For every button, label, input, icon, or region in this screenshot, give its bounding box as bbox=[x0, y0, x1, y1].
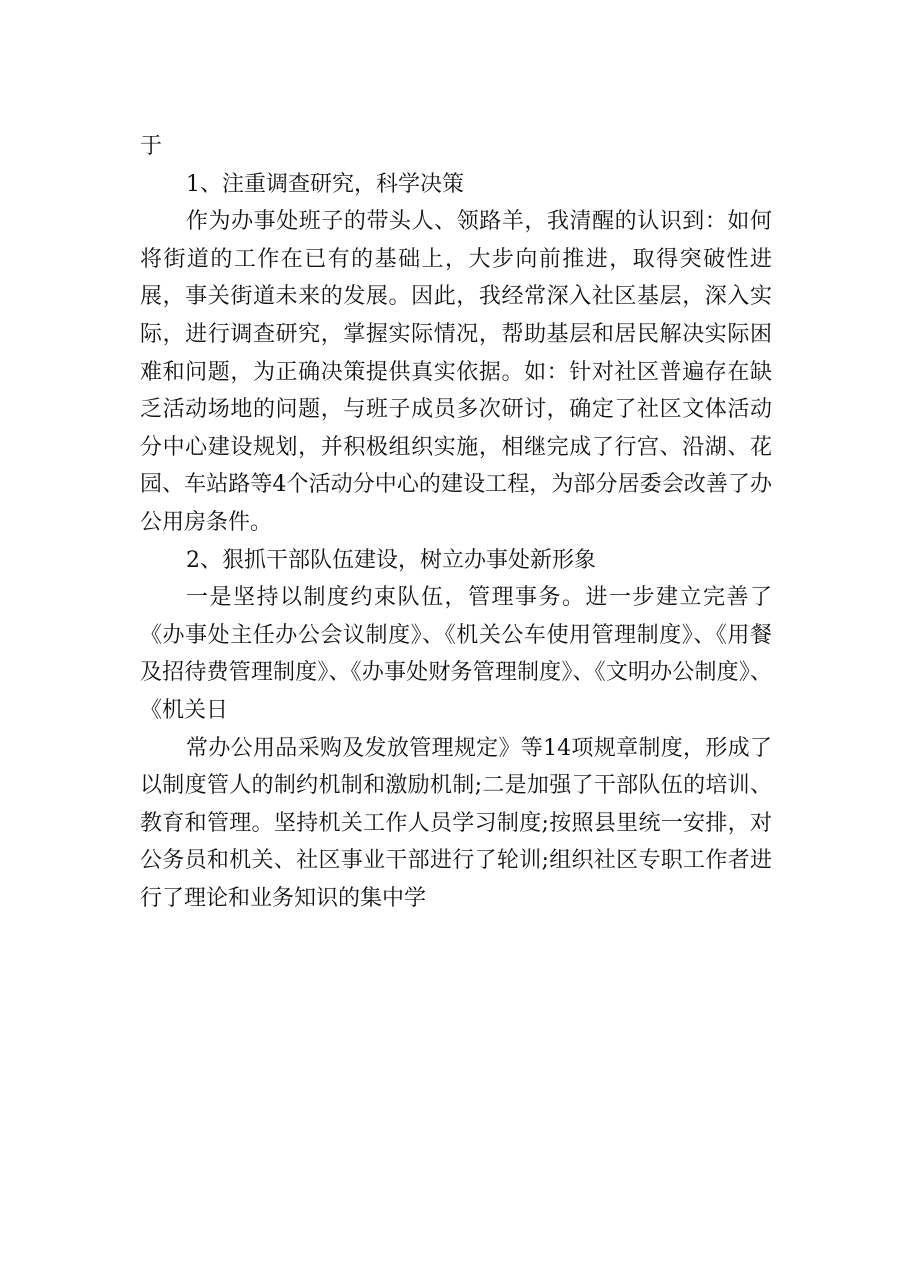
paragraph-research: 作为办事处班子的带头人、领路羊，我清醒的认识到：如何将街道的工作在已有的基础上，大步向前推进，取得突破性进展，事关街道未来的发展。因此，我经常深入社区基层，深入实际，进行调查研究，掌握实际情况，帮助基层和居民解决实际困难和问题，为正确决策提供真实依据。如：针对社区普遍存在缺乏活动场地的问题，与班子成员多次研讨，确定了社区文体活动分中心建设规划，并积极组织实施，相继完成了行宫、沿湖、花园、车站路等4个活动分中心的建设工程，为部分居委会改善了办公用房条件。 bbox=[140, 209, 772, 535]
paragraph-training: 常办公用品采购及发放管理规定》等14项规章制度，形成了以制度管人的制约机制和激励机制;二是加强了干部队伍的培训、教育和管理。坚持机关工作人员学习制度;按照县里统一安排，对公务员和机关、社区事业干部进行了轮训;组织社区专职工作者进行了理论和业务知识的集中学 bbox=[140, 735, 772, 911]
paragraph-fragment: 于 bbox=[140, 134, 163, 159]
document-body bbox=[140, 128, 772, 917]
section-heading-1: 1、注重调查研究，科学决策 bbox=[186, 171, 464, 197]
paragraph-regulations: 一是坚持以制度约束队伍，管理事务。进一步建立完善了《办事处主任办公会议制度》、《机关公车使用管理制度》、《用餐及招待费管理制度》、《办事处财务管理制度》、《文明办公制度》、《机关日 bbox=[140, 585, 772, 723]
section-heading-2: 2、狠抓干部队伍建设，树立办事处新形象 bbox=[186, 547, 596, 573]
